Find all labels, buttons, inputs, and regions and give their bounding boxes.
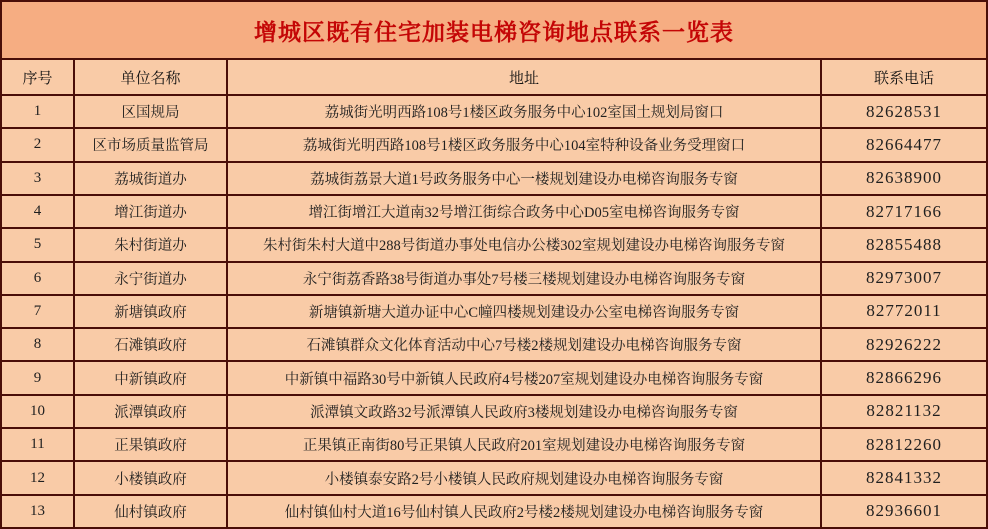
cell-phone: 82664477 [822, 129, 986, 160]
cell-address: 增江街增江大道南32号增江街综合政务中心D05室电梯咨询服务专窗 [228, 196, 820, 227]
cell-unit: 中新镇政府 [75, 362, 226, 393]
contact-table [2, 60, 986, 527]
cell-phone: 82812260 [822, 429, 986, 460]
cell-seq: 13 [2, 496, 73, 527]
cell-seq: 10 [2, 396, 73, 427]
col-header-address: 地址 [228, 60, 820, 94]
cell-unit: 永宁街道办 [75, 263, 226, 294]
col-header-seq: 序号 [2, 60, 73, 94]
cell-address: 朱村街朱村大道中288号街道办事处电信办公楼302室规划建设办电梯咨询服务专窗 [228, 229, 820, 260]
cell-unit: 石滩镇政府 [75, 329, 226, 360]
cell-unit: 区国规局 [75, 96, 226, 127]
cell-address: 正果镇正南街80号正果镇人民政府201室规划建设办电梯咨询服务专窗 [228, 429, 820, 460]
cell-seq: 11 [2, 429, 73, 460]
cell-unit: 小楼镇政府 [75, 462, 226, 493]
cell-address: 派潭镇文政路32号派潭镇人民政府3楼规划建设办电梯咨询服务专窗 [228, 396, 820, 427]
cell-phone: 82926222 [822, 329, 986, 360]
cell-seq: 8 [2, 329, 73, 360]
cell-address: 新塘镇新塘大道办证中心C幢四楼规划建设办公室电梯咨询服务专窗 [228, 296, 820, 327]
cell-seq: 5 [2, 229, 73, 260]
cell-seq: 1 [2, 96, 73, 127]
cell-phone: 82628531 [822, 96, 986, 127]
cell-unit: 朱村街道办 [75, 229, 226, 260]
cell-address: 永宁街荔香路38号街道办事处7号楼三楼规划建设办电梯咨询服务专窗 [228, 263, 820, 294]
cell-address: 石滩镇群众文化体育活动中心7号楼2楼规划建设办电梯咨询服务专窗 [228, 329, 820, 360]
cell-seq: 7 [2, 296, 73, 327]
cell-seq: 2 [2, 129, 73, 160]
cell-phone: 82936601 [822, 496, 986, 527]
cell-phone: 82855488 [822, 229, 986, 260]
cell-phone: 82841332 [822, 462, 986, 493]
cell-address: 荔城街光明西路108号1楼区政务服务中心104室特种设备业务受理窗口 [228, 129, 820, 160]
cell-unit: 区市场质量监管局 [75, 129, 226, 160]
cell-seq: 4 [2, 196, 73, 227]
cell-unit: 新塘镇政府 [75, 296, 226, 327]
table-title-band [2, 2, 986, 60]
col-header-unit: 单位名称 [75, 60, 226, 94]
cell-unit: 仙村镇政府 [75, 496, 226, 527]
cell-phone: 82973007 [822, 263, 986, 294]
col-header-phone: 联系电话 [822, 60, 986, 94]
cell-address: 荔城街光明西路108号1楼区政务服务中心102室国土规划局窗口 [228, 96, 820, 127]
cell-phone: 82772011 [822, 296, 986, 327]
cell-address: 中新镇中福路30号中新镇人民政府4号楼207室规划建设办电梯咨询服务专窗 [228, 362, 820, 393]
cell-address: 仙村镇仙村大道16号仙村镇人民政府2号楼2楼规划建设办电梯咨询服务专窗 [228, 496, 820, 527]
cell-address: 小楼镇泰安路2号小楼镇人民政府规划建设办电梯咨询服务专窗 [228, 462, 820, 493]
cell-unit: 增江街道办 [75, 196, 226, 227]
cell-seq: 3 [2, 163, 73, 194]
page-title: 增城区既有住宅加装电梯咨询地点联系一览表 [254, 18, 734, 45]
cell-seq: 9 [2, 362, 73, 393]
cell-unit: 荔城街道办 [75, 163, 226, 194]
cell-phone: 82717166 [822, 196, 986, 227]
cell-seq: 6 [2, 263, 73, 294]
cell-unit: 正果镇政府 [75, 429, 226, 460]
cell-phone: 82638900 [822, 163, 986, 194]
cell-seq: 12 [2, 462, 73, 493]
cell-address: 荔城街荔景大道1号政务服务中心一楼规划建设办电梯咨询服务专窗 [228, 163, 820, 194]
cell-unit: 派潭镇政府 [75, 396, 226, 427]
cell-phone: 82866296 [822, 362, 986, 393]
cell-phone: 82821132 [822, 396, 986, 427]
